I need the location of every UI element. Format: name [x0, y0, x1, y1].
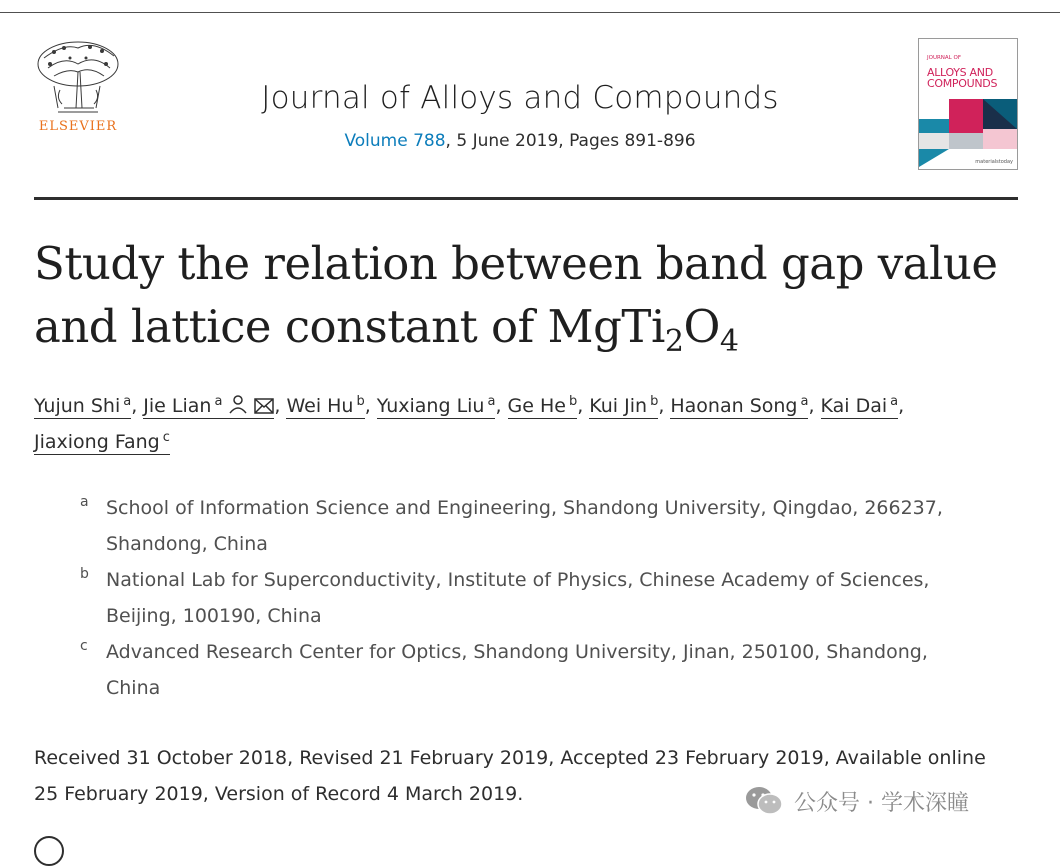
watermark: 公众号 · 学术深瞳	[744, 784, 969, 818]
volume-link[interactable]: Volume 788	[344, 131, 446, 151]
wechat-icon	[744, 785, 784, 817]
issue-info: , 5 June 2019, Pages 891-896	[445, 131, 696, 151]
journal-title[interactable]: Journal of Alloys and Compounds	[261, 80, 779, 116]
affiliation-b: b National Lab for Superconductivity, Institute of Physics, Chinese Academy of Sciences, Beijing, 100190, China	[80, 566, 930, 627]
author-link[interactable]: Wei Hu $^b$	[286, 394, 365, 417]
author-link[interactable]: Yujun Shi $^a$	[34, 394, 132, 417]
cover-journal-name: ALLOYS AND COMPOUNDS	[927, 66, 998, 90]
affiliation-a: a School of Information Science and Engineering, Shandong University, Qingdao, 266237, Shandong, China	[80, 494, 943, 555]
elsevier-tree-icon	[34, 38, 122, 118]
top-rule	[0, 12, 1060, 13]
affiliation-c: c Advanced Research Center for Optics, Shandong University, Jinan, 250100, Shandong, China	[80, 638, 928, 699]
info-icon[interactable]	[34, 836, 64, 866]
email-icon	[254, 398, 274, 414]
author-link[interactable]: Jie Lian $^a$	[143, 395, 274, 419]
journal-meta	[200, 131, 840, 151]
cover-footer: materialstoday	[975, 159, 1013, 165]
author-link[interactable]: Ge He $^b$	[507, 394, 578, 417]
author-link[interactable]: Yuxiang Liu $^a$	[376, 394, 496, 417]
author-list: Yujun Shi $^a$, Jie Lian $^a$ , Wei Hu $^b$, Yuxiang Liu $^a$, Ge He $^b$, Kui Jin $^b$, Haonan Song $^a$, Kai Dai $^a$, Jiaxiong Fang $^c$	[34, 394, 905, 453]
journal-cover-image[interactable]	[918, 38, 1018, 170]
elsevier-logo[interactable]	[34, 38, 122, 134]
author-link[interactable]: Kui Jin $^b$	[589, 394, 659, 417]
article-title: Study the relation between band gap value and lattice constant of $MgTi_2O_4$	[34, 237, 998, 359]
author-link[interactable]: Haonan Song $^a$	[670, 394, 809, 417]
article-history: Received 31 October 2018, Revised 21 February 2019, Accepted 23 February 2019, Available online 25 February 2019, Version of Record 4 March 2019.	[34, 747, 986, 805]
author-link[interactable]: Jiaxiong Fang $^c$	[34, 430, 170, 453]
cover-top-text: JOURNAL OF	[927, 55, 961, 61]
person-icon	[228, 394, 248, 414]
publisher-name: ELSEVIER	[38, 119, 118, 134]
author-link[interactable]: Kai Dai $^a$	[820, 394, 899, 417]
header-rule	[34, 197, 1018, 200]
